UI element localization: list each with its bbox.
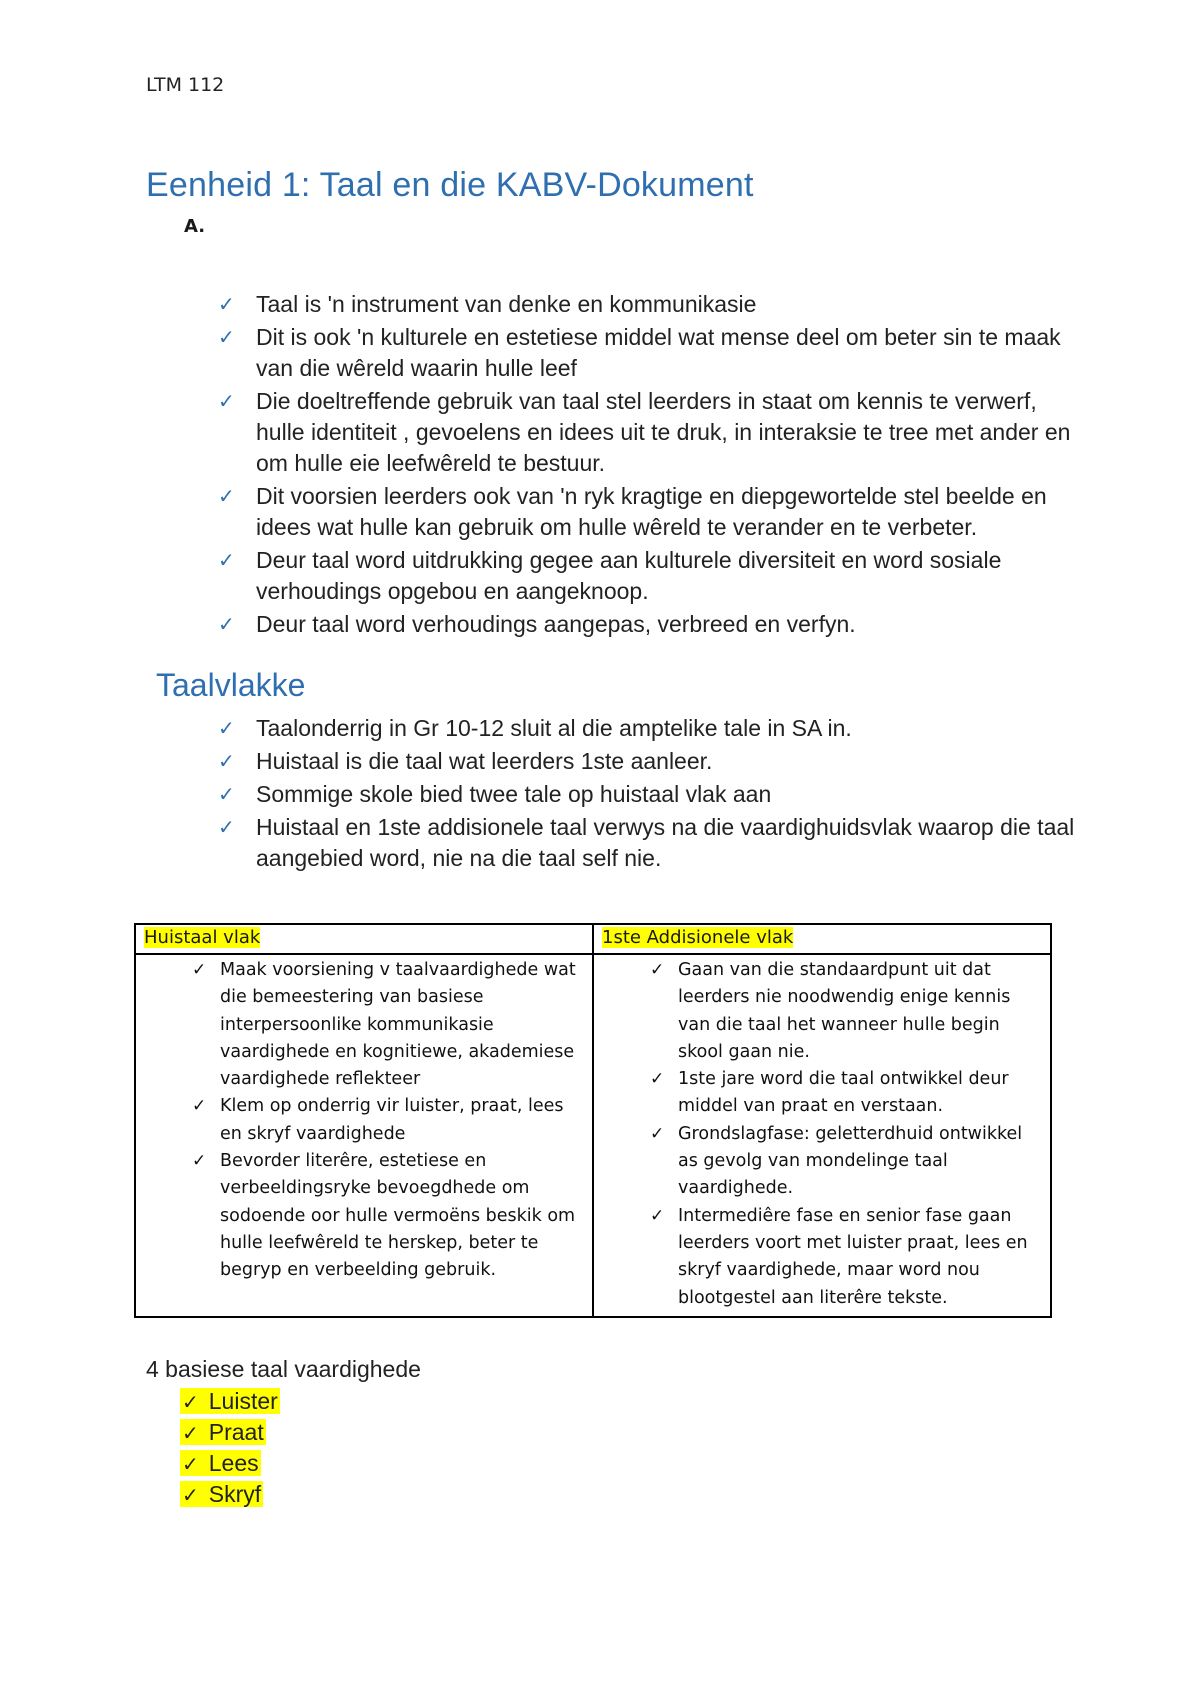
list-item: ✓ Skryf [182,1481,262,1507]
skills-list [180,1386,280,1510]
list-item: ✓ Taal is 'n instrument van denke en kommunikasie [218,289,1078,320]
checkmark-icon: ✓ [650,1123,665,1144]
checkmark-icon: ✓ [218,749,235,773]
table-header-additional-language: 1ste Addisionele vlak [593,924,1051,954]
checkmark-icon: ✓ [218,484,235,508]
list-item: ✓ Dit voorsien leerders ook van 'n ryk kragtige en diepgewortelde stel beelde en idees wat hulle kan gebruik om hulle wêreld te verander en te verbeter. [218,483,1047,540]
list-item: ✓ Praat [182,1419,264,1445]
unit-title: Eenheid 1: Taal en die KABV-Dokument [146,166,754,204]
list-item: ✓ Huistaal en 1ste addisionele taal verwys na die vaardighuidsvlak waarop die taal aangebied word, nie na die taal self nie. [218,814,1075,871]
table-cell-home-language [135,954,593,1317]
list-item: ✓ Maak voorsiening v taalvaardighede wat die bemeestering van basiese interpersoonlike kommunikasie vaardighede en kognitiewe, akademiese vaardighede reflekteer [144,957,584,1093]
list-item: ✓ Klem op onderrig vir luister, praat, lees en skryf vaardighede [144,1093,584,1148]
checkmark-icon: ✓ [182,1452,199,1476]
section-letter: A. [184,216,206,237]
list-item: ✓ Dit is ook 'n kulturele en estetiese middel wat mense deel om beter sin te maak van die wêreld waarin hulle leef [218,324,1061,381]
checkmark-icon: ✓ [182,1483,199,1507]
checkmark-icon: ✓ [218,389,235,413]
checkmark-icon: ✓ [192,1151,207,1172]
checkmark-icon: ✓ [218,716,235,740]
list-item: ✓ Lees [182,1450,259,1476]
checkmark-icon: ✓ [218,292,235,316]
table-header-home-language: Huistaal vlak [135,924,593,954]
list-item: ✓ Intermediêre fase en senior fase gaan leerders voort met luister praat, lees en skryf vaardighede, maar word nou blootgestel aan literêre tekste. [602,1203,1042,1312]
checkmark-icon: ✓ [192,960,207,980]
skills-title: 4 basiese taal vaardighede [146,1356,421,1382]
list-item: ✓ Huistaal is die taal wat leerders 1ste aanleer. [218,746,1078,777]
list-item: ✓ Grondslagfase: geletterdhuid ontwikkel as gevolg van mondelinge taal vaardighede. [602,1121,1042,1203]
table-row [135,954,1051,1317]
checkmark-icon: ✓ [650,1205,665,1226]
list-item: ✓ Deur taal word verhoudings aangepas, verbreed en verfyn. [218,609,1078,640]
section-heading-taalvlakke: Taalvlakke [156,667,306,703]
checkmark-icon: ✓ [182,1390,199,1414]
intro-check-list [218,289,1078,642]
taalvlakke-check-list [218,713,1078,876]
checkmark-icon: ✓ [182,1421,199,1445]
comparison-table [134,923,1052,1318]
checkmark-icon: ✓ [218,612,235,636]
checkmark-icon: ✓ [650,960,665,980]
list-item: ✓ Luister [182,1388,278,1414]
checkmark-icon: ✓ [650,1069,665,1090]
checkmark-icon: ✓ [218,815,235,839]
checkmark-icon: ✓ [218,782,235,806]
list-item: ✓ Deur taal word uitdrukking gegee aan kulturele diversiteit en word sosiale verhoudings opgebou en aangeknoop. [218,547,1002,604]
table-cell-additional-language [593,954,1051,1317]
checkmark-icon: ✓ [218,548,235,572]
checkmark-icon: ✓ [218,325,235,349]
list-item: ✓ Bevorder literêre, estetiese en verbeeldingsryke bevoegdhede om sodoende oor hulle vermoëns beskik om hulle leefwêreld te herskep, beter te begryp en verbeelding gebruik. [144,1148,584,1284]
list-item: ✓ 1ste jare word die taal ontwikkel deur middel van praat en verstaan. [602,1066,1042,1121]
list-item: ✓ Sommige skole bied twee tale op huistaal vlak aan [218,779,1078,810]
course-code: LTM 112 [146,74,225,96]
list-item: ✓ Die doeltreffende gebruik van taal stel leerders in staat om kennis te verwerf, hulle identiteit , gevoelens en idees uit te druk, in interaksie te tree met ander en om hulle eie leefwêreld te bestuur. [218,388,1071,476]
list-item: ✓ Taalonderrig in Gr 10-12 sluit al die amptelike tale in SA in. [218,713,1078,744]
list-item: ✓ Gaan van die standaardpunt uit dat leerders nie noodwendig enige kennis van die taal het wanneer hulle begin skool gaan nie. [602,957,1042,1066]
checkmark-icon: ✓ [192,1096,207,1117]
table-header-row [135,924,1051,954]
